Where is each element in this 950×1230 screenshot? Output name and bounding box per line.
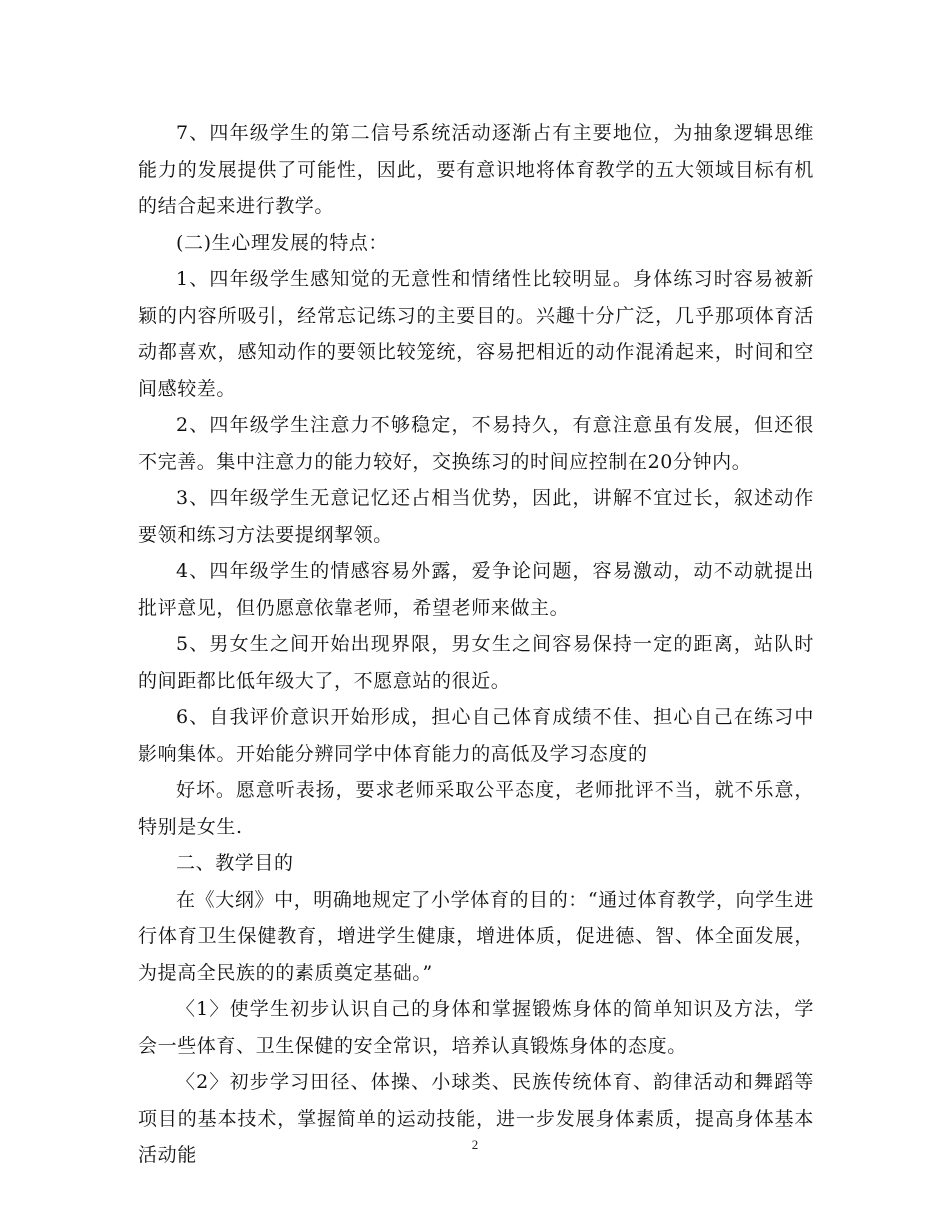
objective-item-2: 〈2〉初步学习田径、体操、小球类、民族传统体育、韵律活动和舞蹈等项目的基本技术，掌握简单的运动技能，进一步发展身体素质，提高身体基本活动能 xyxy=(138,1071,814,1166)
section-heading-teaching-objectives: 二、教学目的 xyxy=(176,852,294,874)
paragraph-syllabus-purpose: 在《大纲》中，明确地规定了小学体育的目的：“通过体育教学，向学生进行体育卫生保健教育，增进学生健康，增进体质，促进德、智、体全面发展，为提高全民族的的素质奠定基础。” xyxy=(138,888,814,984)
paragraph-3-memory: 3、四年级学生无意记忆还占相当优势，因此，讲解不宜过长，叙述动作要领和练习方法要提纲挈领。 xyxy=(138,487,814,546)
paragraph-5-gender-boundaries: 5、男女生之间开始出现界限，男女生之间容易保持一定的距离，站队时的间距都比低年级大了，不愿意站的很近。 xyxy=(138,633,814,692)
objective-item-1: 〈1〉使学生初步认识自己的身体和掌握锻炼身体的简单知识及方法，学会一些体育、卫生保健的安全常识，培养认真锻炼身体的态度。 xyxy=(138,998,814,1057)
paragraph-6-continued: 好坏。愿意听表扬，要求老师采取公平态度，老师批评不当，就不乐意，特别是女生. xyxy=(138,779,814,838)
paragraph-4-emotion: 4、四年级学生的情感容易外露，爱争论问题，容易激动，动不动就提出批评意见，但仍愿意依靠老师，希望老师来做主。 xyxy=(138,560,814,619)
paragraph-7-second-signal-system: 7、四年级学生的第二信号系统活动逐渐占有主要地位，为抽象逻辑思维能力的发展提供了可能性，因此，要有意识地将体育教学的五大领域目标有机的结合起来进行教学。 xyxy=(138,122,814,217)
page-number: 2 xyxy=(471,1137,479,1152)
document-body xyxy=(138,115,814,1174)
paragraph-1-perception: 1、四年级学生感知觉的无意性和情绪性比较明显。身体练习时容易被新颖的内容所吸引，经常忘记练习的主要目的。兴趣十分广泛，几乎那项体育活动都喜欢，感知动作的要领比较笼统，容易把相近的动作混淆起来，时间和空间感较差。 xyxy=(138,268,814,400)
paragraph-6-self-evaluation: 6、自我评价意识开始形成，担心自己体育成绩不佳、担心自己在练习中影响集体。开始能分辨同学中体育能力的高低及学习态度的 xyxy=(138,706,814,765)
section-heading-psychology-traits: (二)生心理发展的特点： xyxy=(176,231,389,254)
paragraph-2-attention: 2、四年级学生注意力不够稳定，不易持久，有意注意虽有发展，但还很不完善。集中注意力的能力较好，交换练习的时间应控制在20分钟内。 xyxy=(138,414,814,473)
